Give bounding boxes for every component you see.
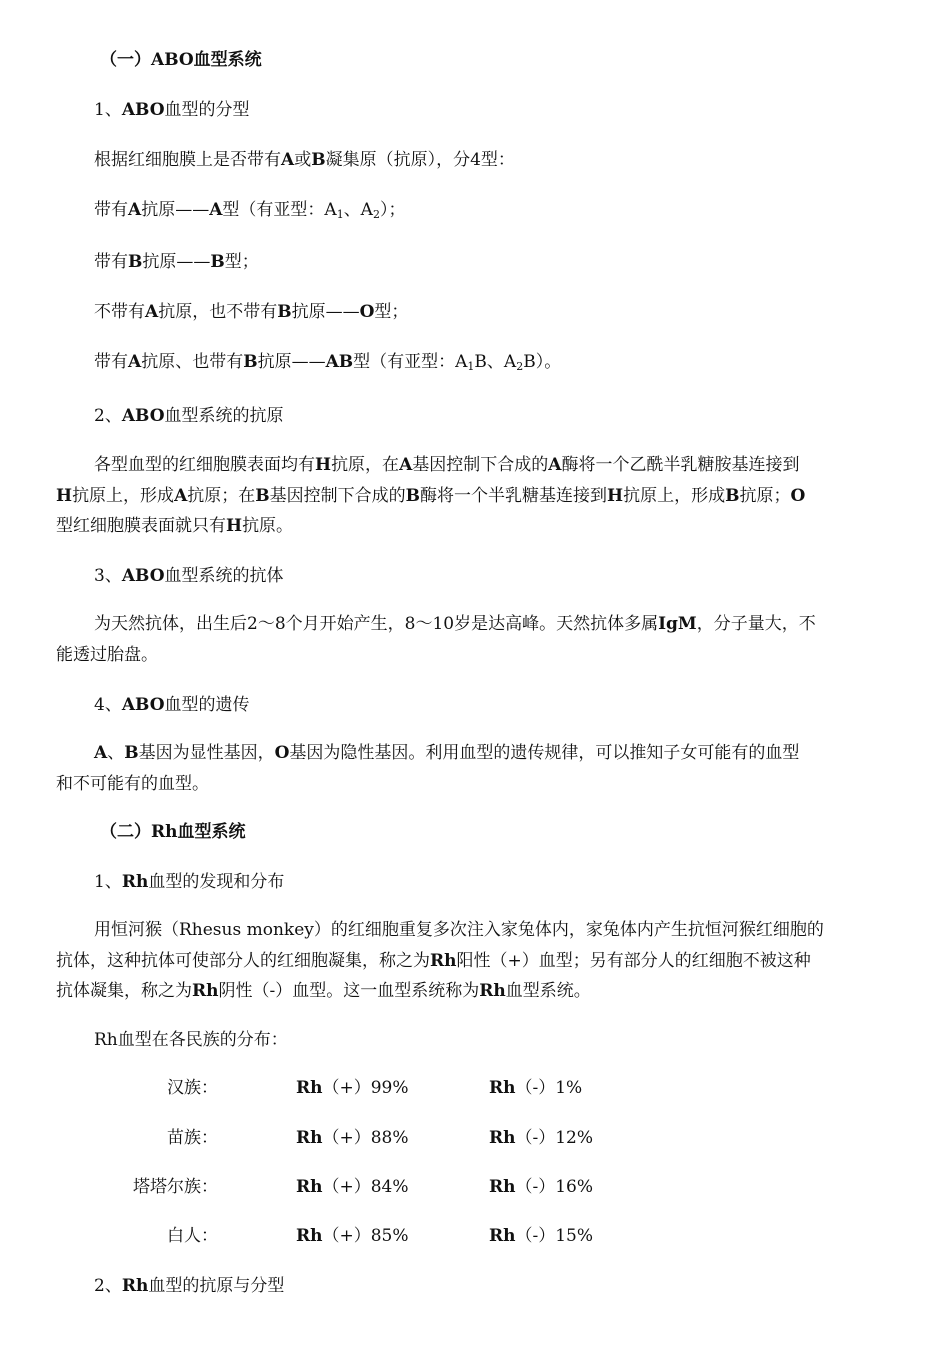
- paragraph-inheritance-line1: A、B基因为显性基因，O基因为隐性基因。利用血型的遗传规律，可以推知子女可能有的血型: [94, 743, 800, 763]
- subsection-title-abo-inheritance: 4、ABO血型的遗传: [94, 695, 250, 715]
- rh-negative-value: Rh（-）16%: [489, 1177, 594, 1197]
- type-o-line: 不带有A抗原，也不带有B抗原——O型；: [94, 302, 409, 322]
- subsection-title-rh-antigen: 2、Rh血型的抗原与分型: [94, 1276, 285, 1296]
- distribution-intro: Rh血型在各民族的分布：: [94, 1030, 288, 1050]
- paragraph-antibody-line1: 为天然抗体，出生后2～8个月开始产生，8～10岁是达高峰。天然抗体多属IgM，分子量大，不: [94, 614, 816, 634]
- ethnic-label: 塔塔尔族：: [133, 1177, 218, 1197]
- rh-positive-value: Rh（+）84%: [296, 1177, 409, 1197]
- paragraph-antigen-line1: 各型血型的红细胞膜表面均有H抗原，在A基因控制下合成的A酶将一个乙酰半乳糖胺基连接到: [94, 455, 800, 475]
- section-heading-rh: （二）Rh血型系统: [100, 822, 246, 842]
- paragraph-rh-line1: 用恒河猴（Rhesus monkey）的红细胞重复多次注入家兔体内，家兔体内产生抗恒河猴红细胞的: [94, 920, 824, 940]
- rh-negative-value: Rh（-）1%: [489, 1078, 583, 1098]
- subsection-title-rh-discovery: 1、Rh血型的发现和分布: [94, 872, 285, 892]
- type-a-line: 带有A抗原——A型（有亚型：$A_1$、$A_2$）；: [94, 200, 406, 221]
- subsection-title-abo-typing: 1、ABO血型的分型: [94, 100, 250, 120]
- paragraph-antigen-line3: 型红细胞膜表面就只有H抗原。: [56, 516, 294, 536]
- rh-positive-value: Rh（+）88%: [296, 1128, 409, 1148]
- paragraph-inheritance-line2: 和不可能有的血型。: [56, 774, 209, 794]
- type-b-line: 带有B抗原——B型；: [94, 252, 259, 272]
- ethnic-label: 苗族：: [167, 1128, 218, 1148]
- paragraph-typing-intro: 根据红细胞膜上是否带有A或B凝集原（抗原），分4型：: [94, 150, 515, 170]
- paragraph-antigen-line2: H抗原上，形成A抗原；在B基因控制下合成的B酶将一个半乳糖基连接到H抗原上，形成B抗原；O: [56, 486, 806, 506]
- subsection-title-abo-antigen: 2、ABO血型系统的抗原: [94, 406, 284, 426]
- rh-negative-value: Rh（-）15%: [489, 1226, 594, 1246]
- paragraph-rh-line3: 抗体凝集，称之为Rh阴性（-）血型。这一血型系统称为Rh血型系统。: [56, 981, 591, 1001]
- section-heading-abo: （一）ABO血型系统: [100, 50, 262, 70]
- type-ab-line: 带有A抗原、也带有B抗原——AB型（有亚型：$A_1B$、$A_2B$）。: [94, 352, 562, 373]
- rh-positive-value: Rh（+）99%: [296, 1078, 409, 1098]
- ethnic-label: 汉族：: [167, 1078, 218, 1098]
- rh-negative-value: Rh（-）12%: [489, 1128, 594, 1148]
- subsection-title-abo-antibody: 3、ABO血型系统的抗体: [94, 566, 284, 586]
- paragraph-antibody-line2: 能透过胎盘。: [56, 645, 158, 665]
- rh-positive-value: Rh（+）85%: [296, 1226, 409, 1246]
- paragraph-rh-line2: 抗体，这种抗体可使部分人的红细胞凝集，称之为Rh阳性（+）血型；另有部分人的红细胞不被这种: [56, 951, 811, 971]
- ethnic-label: 白人：: [167, 1226, 218, 1246]
